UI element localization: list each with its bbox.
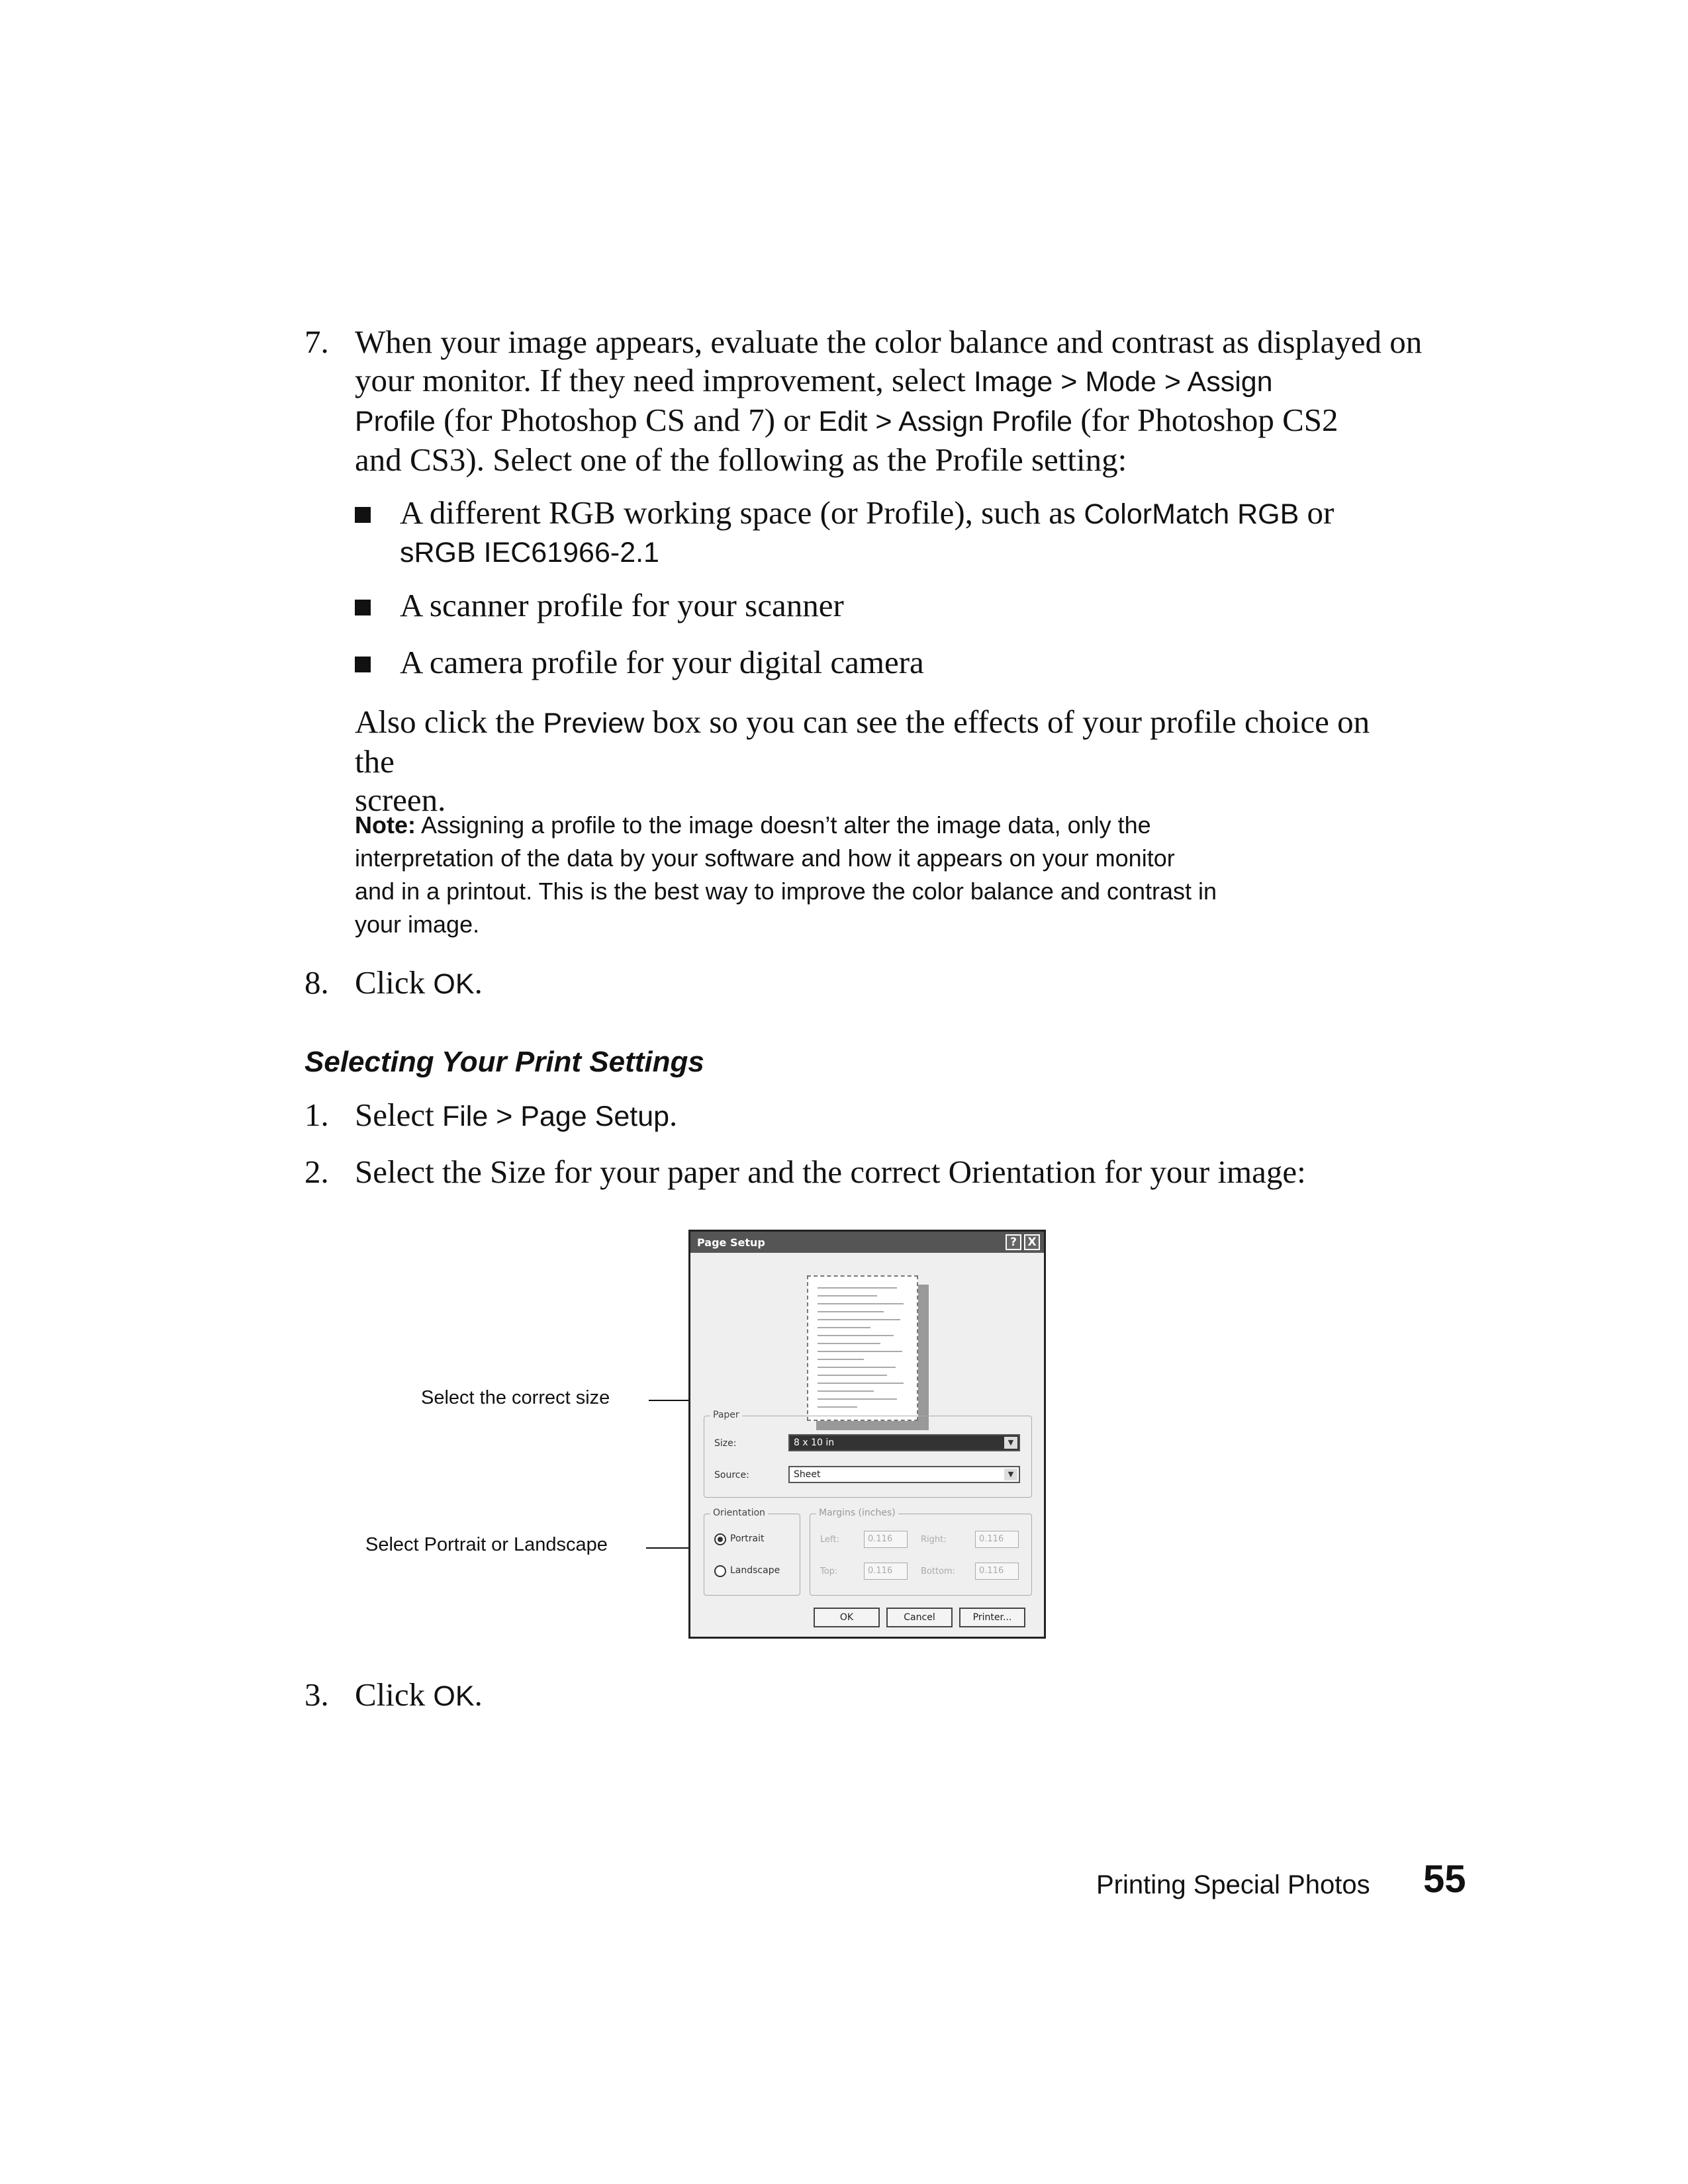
margins-group: [810, 1514, 1032, 1596]
dialog-titlebar: [690, 1232, 1044, 1253]
step-7-text-3: (for Photoshop CS2: [1072, 402, 1338, 438]
step-2-text: Select the Size for your paper and the correct Orientation for your image:: [355, 1154, 1306, 1190]
paper-group: [704, 1416, 1032, 1498]
ui-srgb: sRGB IEC61966-2.1: [400, 537, 659, 569]
callout-orientation: Select Portrait or Landscape: [365, 1534, 608, 1555]
printer-button[interactable]: Printer...: [959, 1608, 1025, 1627]
callout-size: Select the correct size: [421, 1387, 610, 1408]
step-7: [305, 323, 1430, 479]
orientation-group: [704, 1514, 800, 1596]
landscape-radio[interactable]: [714, 1565, 726, 1577]
step-8: [305, 964, 483, 1003]
footer-section: Printing Special Photos: [1096, 1870, 1370, 1899]
source-label: Source:: [714, 1470, 749, 1480]
step-8-number: 8.: [305, 964, 329, 1001]
left-margin-label: Left:: [820, 1535, 839, 1545]
size-dropdown[interactable]: [788, 1434, 1020, 1451]
bottom-margin-field[interactable]: 0.116: [975, 1563, 1019, 1580]
margins-group-label: Margins (inches): [816, 1508, 898, 1518]
portrait-label: Portrait: [730, 1533, 765, 1544]
size-label: Size:: [714, 1438, 737, 1449]
chevron-down-icon: ▼: [1004, 1469, 1017, 1480]
also-text-3: screen.: [355, 782, 446, 818]
size-value: 8 x 10 in: [794, 1437, 835, 1448]
landscape-label: Landscape: [730, 1565, 780, 1576]
source-dropdown[interactable]: [788, 1466, 1020, 1483]
page-number: 55: [1423, 1858, 1466, 1901]
step-1-end: .: [669, 1097, 678, 1133]
also-text: Also click the: [355, 704, 543, 740]
step-3-text: Click: [355, 1676, 434, 1713]
help-button[interactable]: ?: [1006, 1234, 1021, 1250]
portrait-radio[interactable]: [714, 1533, 726, 1545]
step-7-text-2: (for Photoshop CS and 7) or: [435, 402, 819, 438]
also-text-2: box so you can see the effects of your profile choice on the: [355, 704, 1370, 780]
bottom-margin-label: Bottom:: [921, 1567, 956, 1576]
step-7-line-1: When your image appears, evaluate the color balance and contrast as displayed on: [355, 324, 1423, 360]
bullet-marker: [355, 657, 371, 672]
bullet-marker: [355, 507, 371, 523]
close-button[interactable]: X: [1024, 1234, 1040, 1250]
note-line-4: your image.: [355, 911, 480, 938]
step-2-number: 2.: [305, 1154, 329, 1190]
bullet-marker: [355, 600, 371, 615]
left-margin-field[interactable]: 0.116: [864, 1531, 908, 1548]
step-7-text: your monitor. If they need improvement, select: [355, 362, 974, 398]
step-7-number: 7.: [305, 324, 329, 360]
ui-preview: Preview: [543, 707, 645, 739]
top-margin-field[interactable]: 0.116: [864, 1563, 908, 1580]
right-margin-label: Right:: [921, 1535, 947, 1545]
ui-edit-assign-profile: Edit > Assign Profile: [818, 406, 1072, 437]
bullet-2: A scanner profile for your scanner: [400, 587, 844, 623]
bullet-1-text: A different RGB working space (or Profile), such as: [400, 494, 1084, 531]
step-7-line-4: and CS3). Select one of the following as the Profile setting:: [355, 441, 1127, 478]
cancel-button[interactable]: Cancel: [886, 1608, 953, 1627]
section-heading: Selecting Your Print Settings: [305, 1046, 704, 1078]
ui-ok: OK: [433, 968, 475, 1000]
bullet-1-or: or: [1299, 494, 1335, 531]
step-8-end: .: [474, 964, 483, 1001]
step-1-text: Select: [355, 1097, 442, 1133]
step-3: [305, 1676, 483, 1715]
note-line-3: and in a printout. This is the best way to improve the color balance and contrast in: [355, 878, 1217, 905]
chevron-down-icon: ▼: [1004, 1437, 1017, 1449]
right-margin-field[interactable]: 0.116: [975, 1531, 1019, 1548]
note: [355, 809, 1348, 941]
bullet-1: [400, 494, 1393, 572]
ui-ok: OK: [433, 1680, 475, 1712]
step-1-number: 1.: [305, 1097, 329, 1133]
also-paragraph: [355, 703, 1414, 819]
step-1: [305, 1096, 677, 1136]
ok-button[interactable]: OK: [814, 1608, 880, 1627]
step-3-end: .: [474, 1676, 483, 1713]
step-8-text: Click: [355, 964, 434, 1001]
top-margin-label: Top:: [820, 1567, 838, 1576]
bullet-3: A camera profile for your digital camera: [400, 644, 924, 680]
ui-colormatch-rgb: ColorMatch RGB: [1084, 498, 1299, 530]
orientation-group-label: Orientation: [710, 1508, 768, 1518]
page-preview: [807, 1275, 918, 1421]
source-value: Sheet: [794, 1469, 821, 1480]
step-2: [305, 1153, 1306, 1191]
ui-file-page-setup: File > Page Setup: [442, 1101, 670, 1132]
ui-image-mode-assign: Image > Mode > Assign: [973, 366, 1273, 398]
dialog-title: Page Setup: [697, 1236, 765, 1249]
note-label: Note:: [355, 811, 416, 839]
note-line-2: interpretation of the data by your software and how it appears on your monitor: [355, 844, 1175, 872]
page-setup-dialog: [688, 1230, 1046, 1639]
step-3-number: 3.: [305, 1676, 329, 1713]
paper-group-label: Paper: [710, 1410, 742, 1420]
note-line-1: Assigning a profile to the image doesn’t alter the image data, only the: [416, 811, 1151, 839]
ui-profile: Profile: [355, 406, 436, 437]
